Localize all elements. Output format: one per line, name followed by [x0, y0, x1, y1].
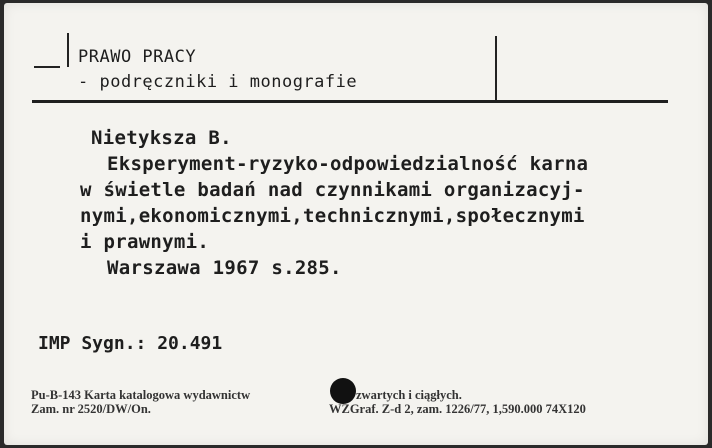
footer-left-2: Zam. nr 2520/DW/On.	[31, 402, 151, 416]
title-line-4: i prawnymi.	[80, 231, 210, 253]
catalog-card	[4, 3, 708, 445]
footer-right-2: WZGraf. Z-d 2, zam. 1226/77, 1,590.000 74X120	[329, 402, 586, 416]
header-divider-vertical	[495, 36, 497, 100]
punch-hole	[330, 378, 356, 404]
corner-mark-vertical	[67, 33, 69, 67]
call-number: IMP Sygn.: 20.491	[38, 333, 223, 354]
author: Nietyksza B.	[91, 127, 232, 149]
corner-mark	[34, 66, 60, 68]
title-line-3: nymi,ekonomicznymi,technicznymi,społecznymi	[80, 205, 585, 227]
header-rule	[32, 100, 668, 103]
footer-left-1: Pu-B-143 Karta katalogowa wydawnictw	[31, 388, 251, 402]
imprint: Warszawa 1967 s.285.	[107, 257, 342, 279]
subject-subheading: - podręczniki i monografie	[78, 72, 358, 92]
title-line-2: w świetle badań nad czynnikami organizacyj-	[80, 179, 585, 201]
subject-heading: PRAWO PRACY	[78, 47, 197, 67]
footer-right-1: zwartych i ciągłych.	[356, 388, 462, 402]
title-line-1: Eksperyment-ryzyko-odpowiedzialność karna	[107, 153, 589, 175]
